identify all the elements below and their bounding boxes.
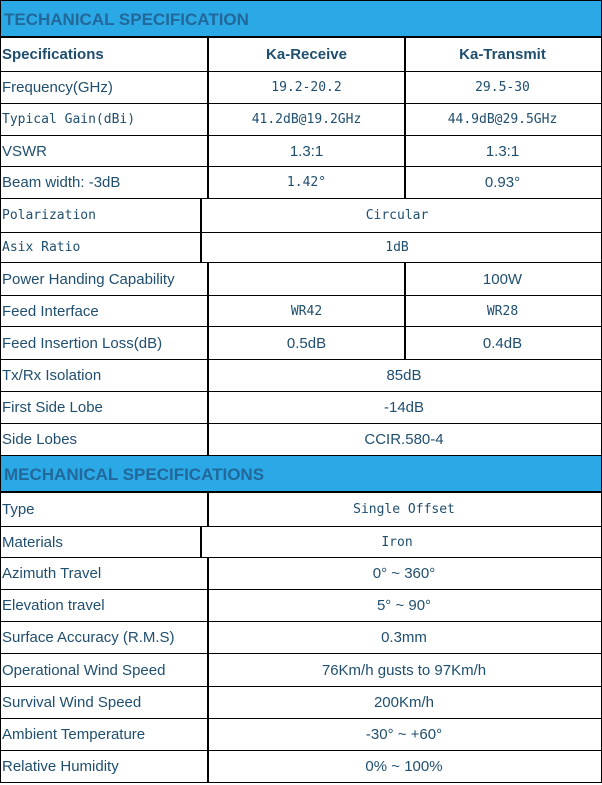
table-row <box>1 360 601 392</box>
row-label: Azimuth Travel <box>1 558 209 589</box>
table-row <box>1 622 601 654</box>
row-label: Feed Interface <box>1 296 209 326</box>
row-label: Feed Insertion Loss(dB) <box>1 327 209 359</box>
row-value: -30° ~ +60° <box>365 726 443 743</box>
row-label: Beam width: -3dB <box>1 167 209 198</box>
table-row <box>1 136 601 167</box>
table-row <box>1 590 601 622</box>
table-row <box>1 719 601 751</box>
row-value: 200Km/h <box>373 694 435 711</box>
header-ka-receive: Ka-Receive <box>266 46 347 63</box>
section-title-technical: TECHANICAL SPECIFICATION <box>1 1 601 38</box>
row-value: 0% ~ 100% <box>365 758 443 775</box>
table-row <box>1 654 601 687</box>
table-row <box>1 424 601 456</box>
row-value-transmit: 29.5-30 <box>404 72 599 103</box>
table-row <box>1 72 601 104</box>
row-label: Frequency(GHz) <box>1 72 209 103</box>
table-row <box>1 167 601 199</box>
row-value: 0° ~ 360° <box>372 565 436 582</box>
row-value-transmit: 44.9dB@29.5GHz <box>404 104 599 135</box>
table-row <box>1 527 601 558</box>
row-label: Polarization <box>0 199 202 232</box>
row-value: 85dB <box>386 367 422 384</box>
section-title-mechanical: MECHANICAL SPECIFICATIONS <box>1 456 601 493</box>
table-row <box>1 263 601 296</box>
row-label: Survival Wind Speed <box>1 687 209 718</box>
table-row <box>1 327 601 360</box>
row-value-receive: 0.5dB <box>286 334 327 352</box>
row-label: Ambient Temperature <box>1 719 209 750</box>
header-specifications: Specifications <box>1 38 209 71</box>
row-value-receive <box>209 263 404 295</box>
row-label: Operational Wind Speed <box>1 654 209 686</box>
row-value: Circular <box>365 208 429 223</box>
row-value: CCIR.580-4 <box>364 431 444 448</box>
row-label: Type <box>1 493 209 526</box>
row-value-transmit: 100W <box>404 263 599 295</box>
table-row <box>1 104 601 136</box>
row-value-transmit: 1.3:1 <box>404 136 599 166</box>
row-value: 1dB <box>385 240 409 255</box>
row-label: Typical Gain(dBi) <box>1 104 209 135</box>
row-value-receive: WR42 <box>290 303 323 319</box>
table-row <box>1 199 601 233</box>
row-label: VSWR <box>1 136 209 166</box>
row-value: -14dB <box>383 399 425 416</box>
row-value-transmit: WR28 <box>404 296 599 326</box>
row-label: Power Handing Capability <box>1 263 209 295</box>
row-value-transmit: 0.93° <box>404 167 599 198</box>
row-value-receive: 1.3:1 <box>289 142 324 160</box>
row-value-transmit: 0.4dB <box>404 327 599 359</box>
row-value: Iron <box>381 534 413 550</box>
row-label: Elevation travel <box>1 590 209 621</box>
table-header-row <box>1 38 601 72</box>
row-label: Side Lobes <box>1 424 209 455</box>
row-label: First Side Lobe <box>1 392 209 423</box>
table-row <box>1 296 601 327</box>
row-value: 76Km/h gusts to 97Km/h <box>321 661 487 679</box>
table-row <box>1 558 601 590</box>
row-value: Single Offset <box>353 502 455 517</box>
table-row <box>1 392 601 424</box>
row-value-receive: 1.42° <box>286 175 327 190</box>
table-row <box>1 751 601 783</box>
header-ka-transmit: Ka-Transmit <box>404 38 599 71</box>
row-label: Asix Ratio <box>0 233 202 262</box>
table-row <box>1 233 601 263</box>
table-row <box>1 493 601 527</box>
table-row <box>1 687 601 719</box>
row-label: Tx/Rx Isolation <box>1 360 209 391</box>
row-label: Relative Humidity <box>1 751 209 782</box>
row-value-receive: 19.2-20.2 <box>271 80 342 95</box>
row-value: 0.3mm <box>381 629 427 646</box>
row-label: Materials <box>0 527 202 557</box>
row-value: 5° ~ 90° <box>376 597 432 614</box>
row-value-receive: 41.2dB@19.2GHz <box>251 112 362 127</box>
row-label: Surface Accuracy (R.M.S) <box>1 622 209 653</box>
